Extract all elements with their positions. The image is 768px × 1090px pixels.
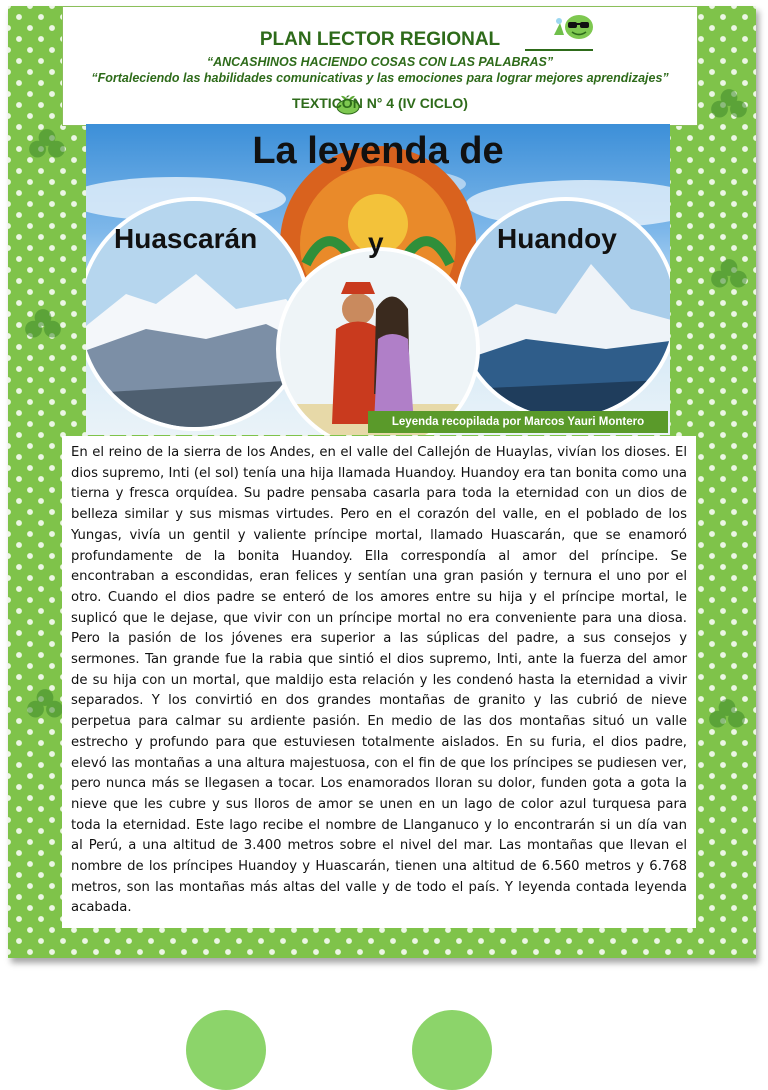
banner-title: La leyenda de (252, 130, 504, 172)
story-text: En el reino de la sierra de los Andes, en el valle del Callejón de Huaylas, vivían los dioses. El dios supremo, Inti (el sol) tenía una hija llamada Huandoy. Huandoy era tan bonita como una tierna y fresca orquídea. Su padre pensaba casarla para toda la eternidad con un dios de belleza similar y sus mismas virtudes. Pero en el corazón del valle, en el poblado de los Yungas, vivía un gentil y valiente príncipe mortal, llamado Huascarán, que se enamoró profundamente de la bonita Huandoy. Ella correspondía al amor del príncipe. Se encontraban a escondidas, eran felices y sentían una gran pasión y ternura el uno por el otro. Cuando el dios padre se enteró de los amores entre su hija y el príncipe mortal, le suplicó que le dejase, que vivir con un príncipe mortal no era conveniente para una diosa. Pero la pasión de los jóvenes era superior a las súplicas del padre, a sus consejos y sermones. Tan grande fue la rabia que sintió el dios supremo, Inti, ante la fuerza del amor de su hija con un mortal, que maldijo esta relación y les condenó hasta la eternidad a vivir separados. Y los convirtió en dos grandes montañas de granito y las cubrió de nieve perpetua para calmar su ardiente pasión. En medio de las dos montañas situó un valle estrecho y profundo para que estuviesen totalmente aislados. En su furia, el dios padre, elevó las montañas a una altura majestuosa, con el fin de que los príncipes se pudiesen ver, pero nunca más se llegasen a tocar. Los enamorados lloran su dolor, funden gota a gota la nieve que les cubre y sus lloros de amor se unen en un lago de color azul turquesa para toda la eternidad. Este lago recibe el nombre de Llanganuco y lo encontrarán si un día van al Perú, a una altitud de 3.400 metros sobre el nivel del mar. Las montañas que llevan el nombre de los príncipes Huandoy y Huascarán, tienen una altitud de 6.560 metros y 6.768 metros, son las montañas más altas del valle y de todo el país. Y leyenda contada leyenda acabada. (71, 445, 687, 916)
clover-icon (708, 256, 750, 298)
credit-caption: Leyenda recopilada por Marcos Yauri Montero (368, 411, 668, 433)
clover-icon (708, 86, 750, 128)
label-huandoy: Huandoy (497, 223, 617, 254)
clover-icon (26, 126, 68, 168)
header-slogan: “ANCASHINOS HACIENDO COSAS CON LAS PALABRAS” (206, 55, 554, 69)
bottom-decoration-left (186, 1010, 266, 1090)
clover-icon (22, 306, 64, 348)
clover-icon (706, 696, 748, 738)
bottom-decoration-right (412, 1010, 492, 1090)
story-box (62, 436, 696, 928)
sunglasses-smiley-icon (550, 13, 596, 41)
banner-illustration (86, 124, 670, 435)
label-huascaran: Huascarán (114, 223, 258, 254)
header-box (62, 6, 698, 126)
header-subtitle: “Fortaleciendo las habilidades comunicativas y las emociones para lograr mejores aprendizajes” (91, 71, 669, 85)
title-underline (525, 49, 593, 51)
clover-icon (24, 686, 66, 728)
label-connector: y (368, 227, 384, 258)
header-title: PLAN LECTOR REGIONAL (259, 29, 501, 50)
texticon-label: TEXTICÓN N° 4 (IV CICLO) (292, 95, 468, 111)
